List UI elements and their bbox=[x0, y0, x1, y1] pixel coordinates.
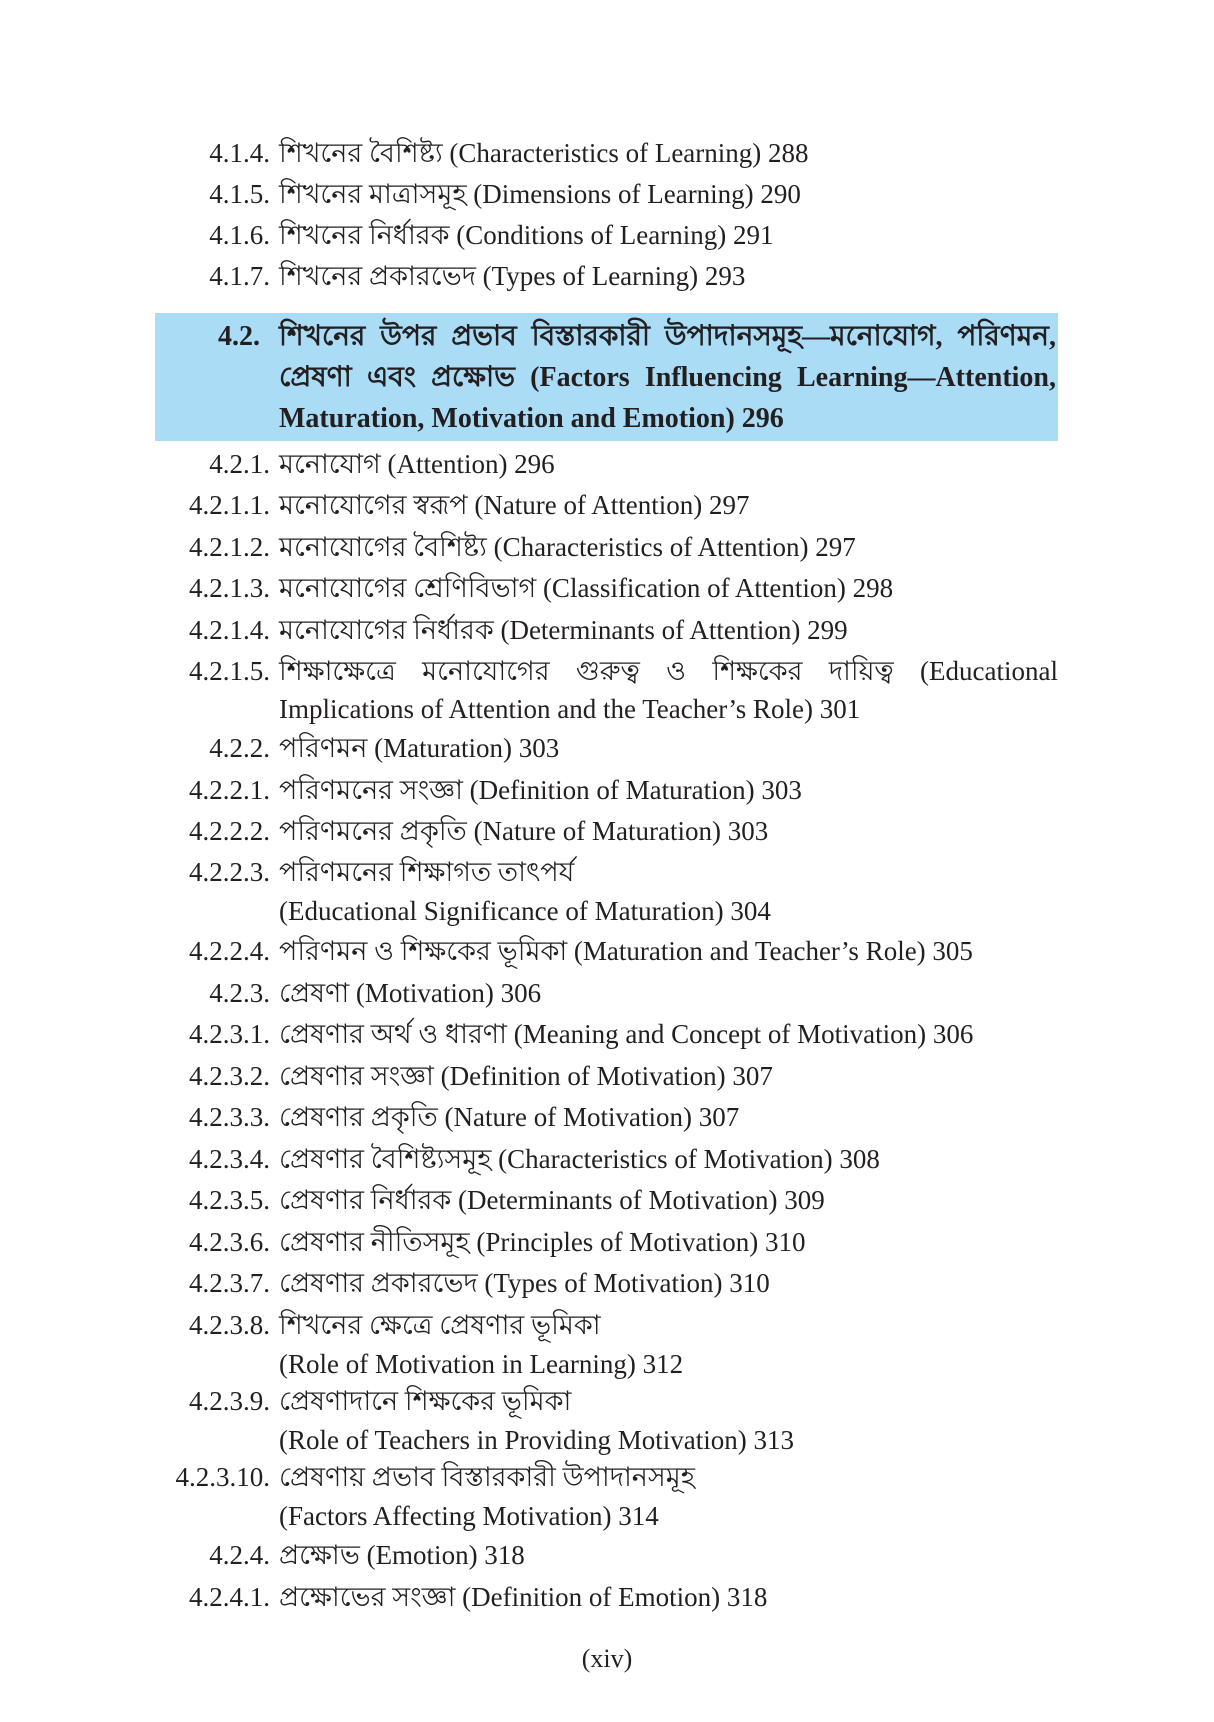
section-title-line: প্রেষণা এবং প্রক্ষোভ (Factors Influencing Learning—Attention, bbox=[279, 362, 1056, 393]
toc-entry-number: 4.2.1. bbox=[209, 449, 270, 479]
toc-entry bbox=[0, 1056, 1214, 1096]
section-number: 4.2. bbox=[218, 321, 260, 352]
toc-entry bbox=[0, 973, 1214, 1013]
toc-entry-text: শিখনের মাত্রাসমূহ (Dimensions of Learning) 290 bbox=[279, 179, 801, 209]
toc-entry-number: 4.2.3.6. bbox=[189, 1227, 270, 1257]
page-number: (xiv) bbox=[581, 1644, 633, 1673]
toc-entry bbox=[0, 1305, 1214, 1345]
toc-entry bbox=[0, 811, 1214, 851]
toc-entry-text: প্রেষণার প্রকারভেদ (Types of Motivation) 310 bbox=[279, 1268, 770, 1298]
toc-entry-text: পরিণমনের প্রকৃতি (Nature of Maturation) 303 bbox=[279, 816, 769, 846]
toc-entry bbox=[0, 133, 1214, 173]
toc-entry-number: 4.2.4. bbox=[209, 1540, 270, 1570]
section-title-line: Maturation, Motivation and Emotion) 296 bbox=[279, 403, 784, 434]
toc-entry-number: 4.2.3.10. bbox=[175, 1462, 270, 1492]
toc-entry-text: (Role of Teachers in Providing Motivation) 313 bbox=[279, 1425, 795, 1455]
toc-entry-number: 4.2.4.1. bbox=[189, 1582, 270, 1612]
toc-entry bbox=[0, 1139, 1214, 1179]
toc-entry bbox=[0, 1222, 1214, 1262]
toc-entry-text: মনোযোগের নির্ধারক (Determinants of Attention) 299 bbox=[279, 615, 848, 645]
toc-entry-text: শিখনের প্রকারভেদ (Types of Learning) 293 bbox=[279, 261, 746, 291]
toc-entry-continuation bbox=[0, 1420, 1214, 1460]
toc-entry-number: 4.2.3.7. bbox=[189, 1268, 270, 1298]
toc-entry-number: 4.2.3.4. bbox=[189, 1144, 270, 1174]
toc-entry-text: মনোযোগের শ্রেণিবিভাগ (Classification of Attention) 298 bbox=[279, 573, 894, 603]
toc-entry-continuation bbox=[0, 1496, 1214, 1536]
toc-entry-text: প্রেষণার অর্থ ও ধারণা (Meaning and Concept of Motivation) 306 bbox=[279, 1019, 974, 1049]
toc-entry-text: Implications of Attention and the Teacher’s Role) 301 bbox=[279, 694, 861, 724]
toc-entry bbox=[0, 174, 1214, 214]
toc-entry-text: প্রেষণায় প্রভাব বিস্তারকারী উপাদানসমূহ bbox=[279, 1462, 695, 1492]
toc-entry-number: 4.2.3.3. bbox=[189, 1102, 270, 1132]
toc-entry bbox=[0, 1263, 1214, 1303]
toc-entry-number: 4.2.3.5. bbox=[189, 1185, 270, 1215]
toc-entry-text: প্রক্ষোভ (Emotion) 318 bbox=[279, 1540, 525, 1570]
toc-entry-continuation bbox=[0, 891, 1214, 931]
toc-entry-number: 4.1.7. bbox=[209, 261, 270, 291]
toc-entry bbox=[0, 215, 1214, 255]
toc-entry-number: 4.2.1.4. bbox=[189, 615, 270, 645]
toc-entry bbox=[0, 1381, 1214, 1421]
toc-entry bbox=[0, 770, 1214, 810]
toc-entry-text: (Factors Affecting Motivation) 314 bbox=[279, 1501, 659, 1531]
toc-entry-number: 4.2.3.2. bbox=[189, 1061, 270, 1091]
toc-entry bbox=[0, 610, 1214, 650]
toc-entry bbox=[0, 852, 1214, 892]
toc-entry bbox=[0, 485, 1214, 525]
toc-entry bbox=[0, 444, 1214, 484]
toc-entry-text: প্রেষণার বৈশিষ্ট্যসমূহ (Characteristics of Motivation) 308 bbox=[279, 1144, 880, 1174]
toc-entry-text: প্রেষণাদানে শিক্ষকের ভূমিকা bbox=[279, 1386, 572, 1416]
toc-entry bbox=[0, 651, 1214, 691]
toc-entry-continuation bbox=[0, 689, 1214, 729]
toc-entry-number: 4.2.1.2. bbox=[189, 532, 270, 562]
toc-entry-text: প্রেষণার সংজ্ঞা (Definition of Motivation) 307 bbox=[279, 1061, 773, 1091]
toc-entry-number: 4.2.2.1. bbox=[189, 775, 270, 805]
toc-entry-number: 4.2.3.1. bbox=[189, 1019, 270, 1049]
toc-entry-text: (Educational Significance of Maturation) 304 bbox=[279, 896, 771, 926]
section-title-line: শিখনের উপর প্রভাব বিস্তারকারী উপাদানসমূহ—মনোযোগ, পরিণমন, bbox=[279, 321, 1056, 352]
toc-entry-number: 4.2.2.3. bbox=[189, 857, 270, 887]
toc-entry-text: পরিণমন ও শিক্ষকের ভূমিকা (Maturation and Teacher’s Role) 305 bbox=[279, 936, 973, 966]
toc-entry-number: 4.2.3. bbox=[209, 978, 270, 1008]
toc-entry-number: 4.2.1.5. bbox=[189, 656, 270, 686]
toc-entry-number: 4.1.4. bbox=[209, 138, 270, 168]
toc-entry-number: 4.2.3.9. bbox=[189, 1386, 270, 1416]
toc-entry bbox=[0, 1180, 1214, 1220]
toc-entry-text: প্রেষণার নীতিসমূহ (Principles of Motivation) 310 bbox=[279, 1227, 806, 1257]
toc-entry-text: শিখনের নির্ধারক (Conditions of Learning) 291 bbox=[279, 220, 774, 250]
toc-entry-number: 4.2.2.2. bbox=[189, 816, 270, 846]
toc-entry-text: শিখনের বৈশিষ্ট্য (Characteristics of Learning) 288 bbox=[279, 138, 809, 168]
toc-entry-text: পরিণমনের সংজ্ঞা (Definition of Maturation) 303 bbox=[279, 775, 802, 805]
toc-entry bbox=[0, 1097, 1214, 1137]
toc-entry bbox=[0, 1457, 1214, 1497]
toc-entry bbox=[0, 1577, 1214, 1617]
toc-entry-text: মনোযোগের স্বরূপ (Nature of Attention) 297 bbox=[279, 490, 750, 520]
toc-entry-number: 4.2.2. bbox=[209, 733, 270, 763]
toc-entry-number: 4.1.5. bbox=[209, 179, 270, 209]
toc-entry-text: শিখনের ক্ষেত্রে প্রেষণার ভূমিকা bbox=[279, 1310, 601, 1340]
toc-entry-text: প্রেষণা (Motivation) 306 bbox=[279, 978, 542, 1008]
toc-entry-continuation bbox=[0, 1344, 1214, 1384]
toc-entry-text: (Role of Motivation in Learning) 312 bbox=[279, 1349, 684, 1379]
toc-entry bbox=[0, 931, 1214, 971]
toc-entry-text: পরিণমনের শিক্ষাগত তাৎপর্য bbox=[279, 857, 575, 887]
toc-entry bbox=[0, 1014, 1214, 1054]
toc-entry-text: প্রক্ষোভের সংজ্ঞা (Definition of Emotion) 318 bbox=[279, 1582, 768, 1612]
toc-entry-number: 4.2.1.1. bbox=[189, 490, 270, 520]
toc-entry-text: শিক্ষাক্ষেত্রে মনোযোগের গুরুত্ব ও শিক্ষকের দায়িত্ব (Educational bbox=[279, 656, 1058, 686]
toc-entry-number: 4.1.6. bbox=[209, 220, 270, 250]
toc-entry-text: প্রেষণার নির্ধারক (Determinants of Motivation) 309 bbox=[279, 1185, 825, 1215]
toc-entry-text: মনোযোগ (Attention) 296 bbox=[279, 449, 555, 479]
toc-entry bbox=[0, 1535, 1214, 1575]
toc-entry-text: পরিণমন (Maturation) 303 bbox=[279, 733, 560, 763]
toc-entry-number: 4.2.2.4. bbox=[189, 936, 270, 966]
toc-entry bbox=[0, 527, 1214, 567]
toc-entry bbox=[0, 728, 1214, 768]
toc-entry bbox=[0, 568, 1214, 608]
toc-entry-text: মনোযোগের বৈশিষ্ট্য (Characteristics of Attention) 297 bbox=[279, 532, 856, 562]
toc-entry-number: 4.2.3.8. bbox=[189, 1310, 270, 1340]
toc-entry-number: 4.2.1.3. bbox=[189, 573, 270, 603]
toc-entry bbox=[0, 256, 1214, 296]
toc-entry-text: প্রেষণার প্রকৃতি (Nature of Motivation) 307 bbox=[279, 1102, 740, 1132]
